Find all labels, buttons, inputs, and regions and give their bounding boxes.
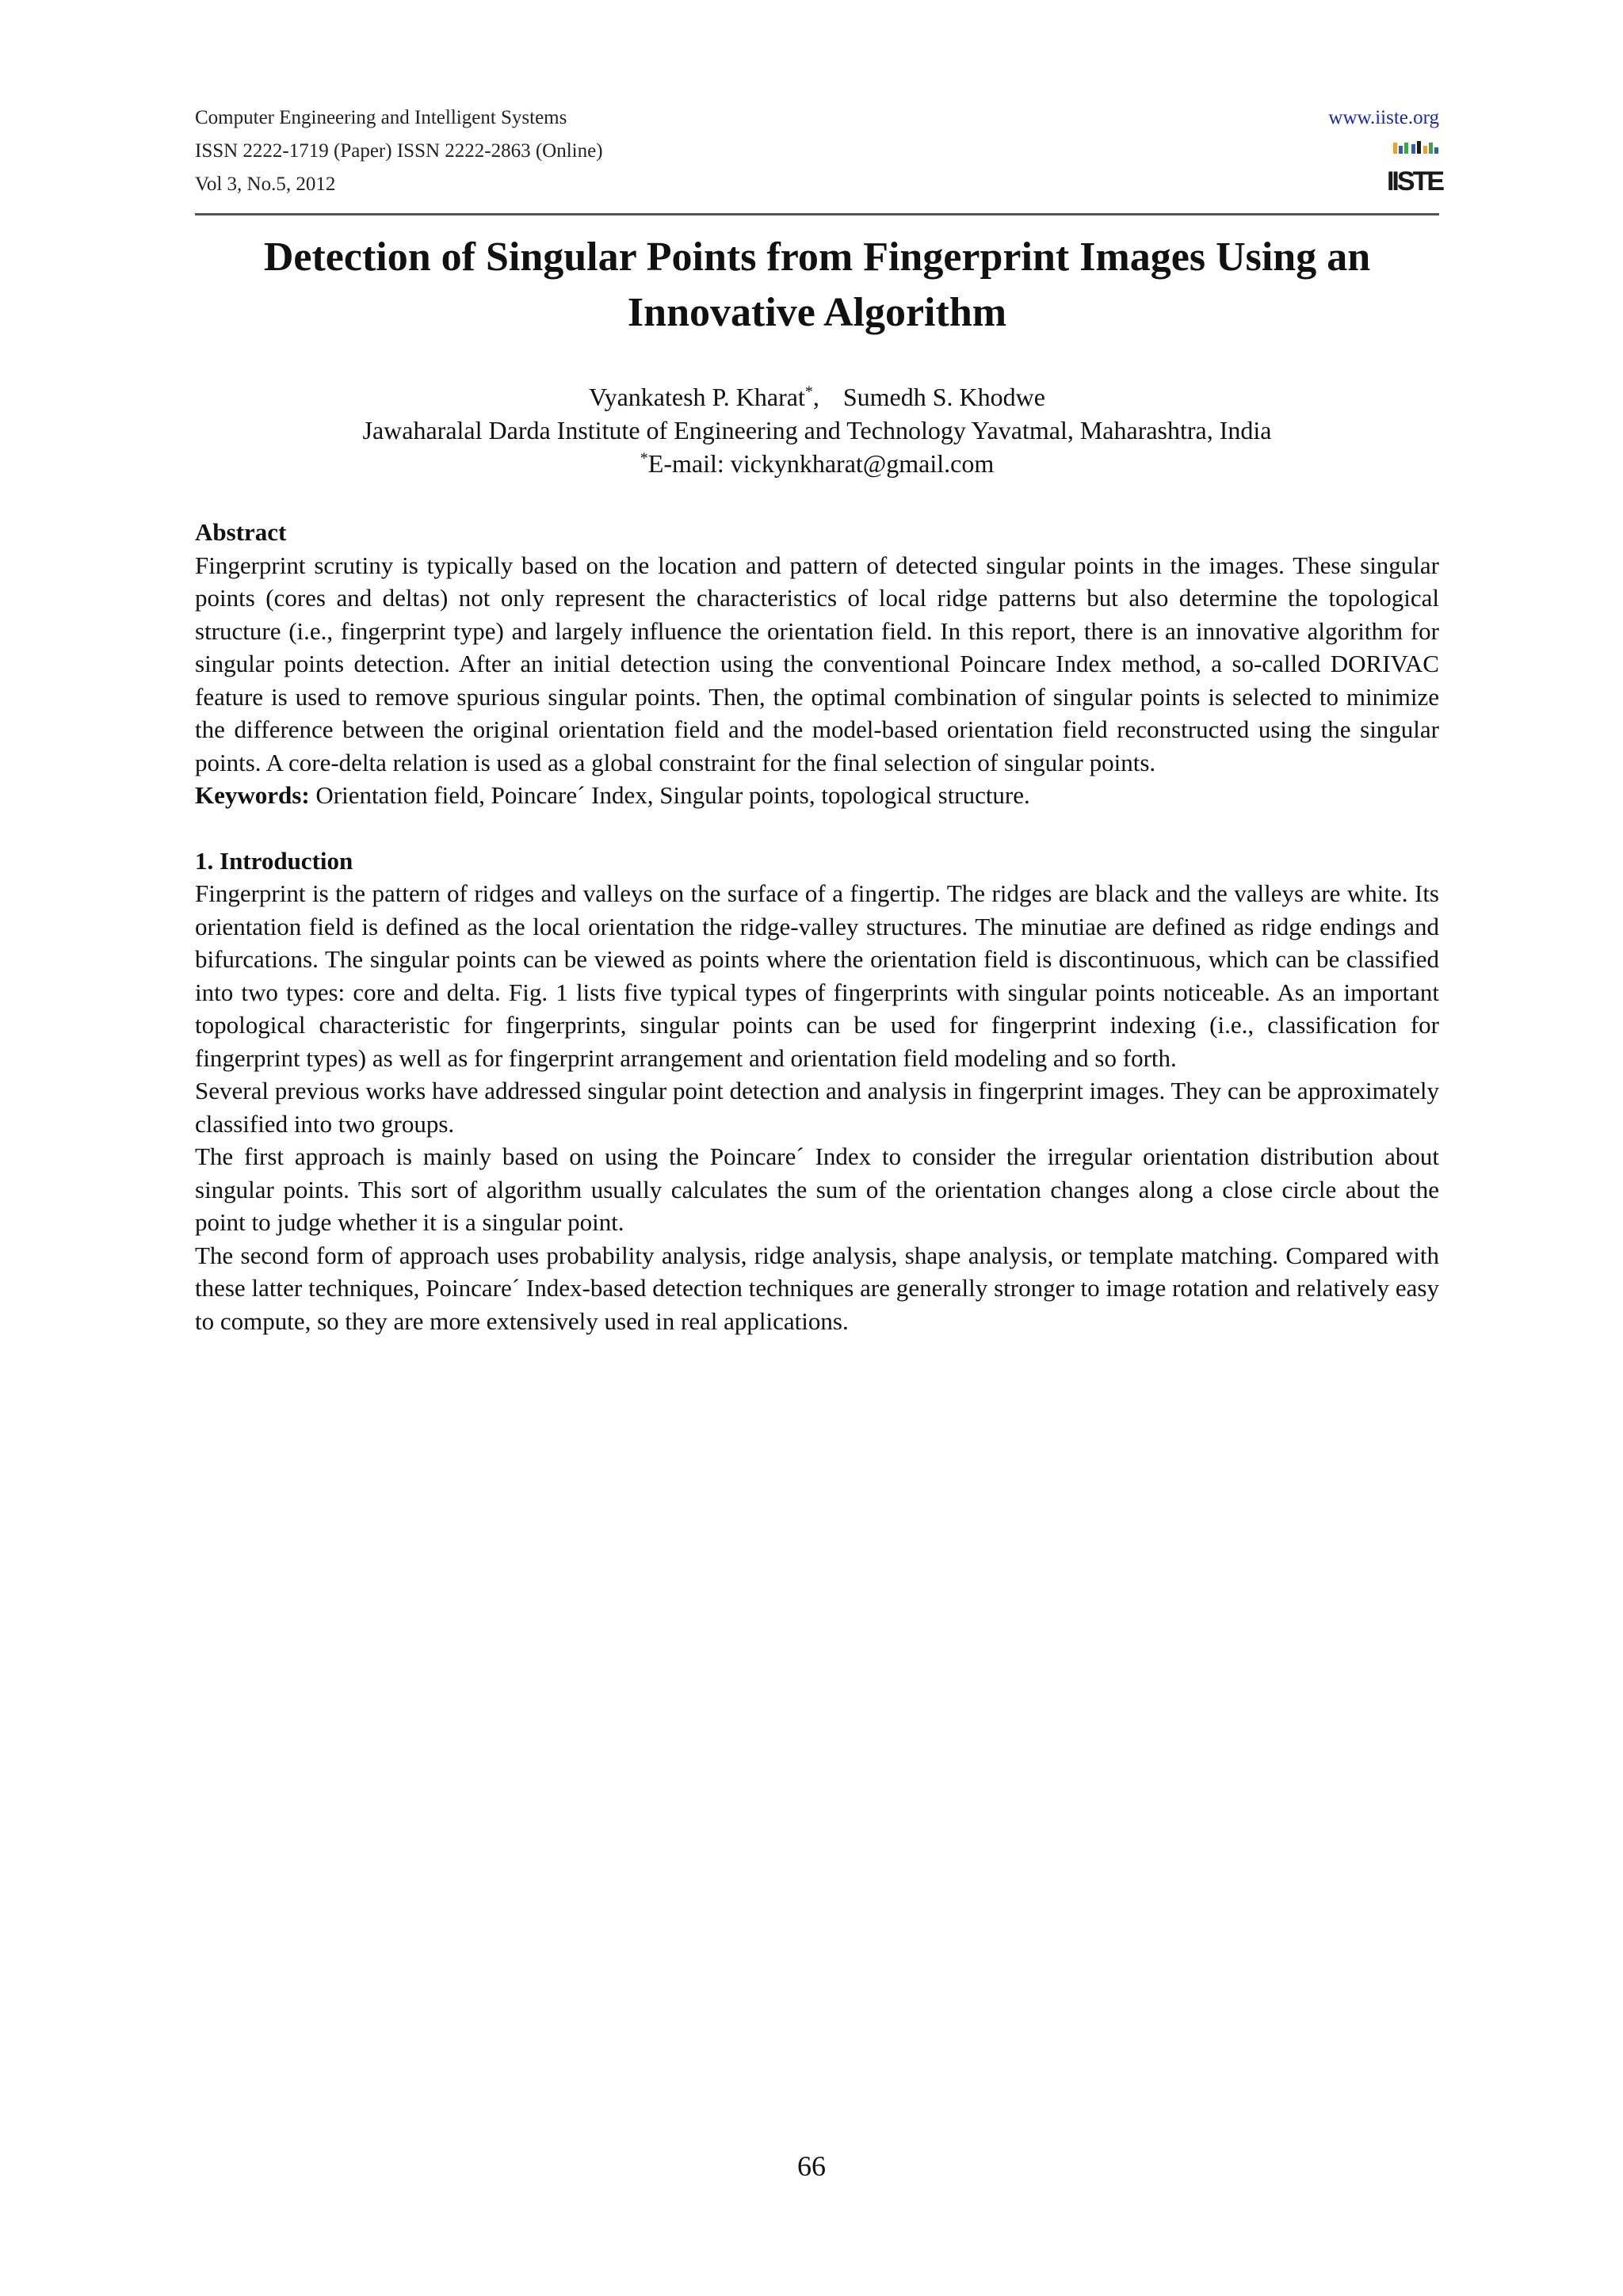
author-email: E-mail: vickynkharat@gmail.com xyxy=(647,449,995,478)
email-mark: * xyxy=(640,449,648,467)
journal-issn: ISSN 2222-1719 (Paper) ISSN 2222-2863 (Online) xyxy=(195,140,603,162)
keywords-text: Orientation field, Poincare´ Index, Singular points, topological structure. xyxy=(309,781,1030,809)
page-number: 66 xyxy=(797,2150,826,2182)
title-line-1: Detection of Singular Points from Fingerprint Images Using an xyxy=(263,235,1371,280)
journal-info xyxy=(195,101,603,201)
intro-paragraph: Several previous works have addressed singular point detection and analysis in fingerprint images. They can be approximately classified into two groups. xyxy=(195,1077,1439,1138)
journal-header xyxy=(195,101,1443,204)
keywords-line xyxy=(195,779,1439,812)
intro-paragraph: Fingerprint is the pattern of ridges and valleys on the surface of a fingertip. The ridges are black and the valleys are white. Its orientation field is defined as the local orientation the ridge-valley structures. The minutiae are defined as ridge endings and bifurcations. The singular points can be viewed as points where the orientation field is discontinuous, which can be classified into two types: core and delta. Fig. 1 lists five typical types of fingerprints with singular points noticeable. As an important topological characteristic for fingerprints, singular points can be used for fingerprint indexing (i.e., classification for fingerprint types) as well as for fingerprint arrangement and orientation field modeling and so forth. xyxy=(195,879,1439,1072)
journal-name: Computer Engineering and Intelligent Systems xyxy=(195,107,567,128)
intro-paragraph: The first approach is mainly based on using the Poincare´ Index to consider the irregular orientation distribution about singular points. This sort of algorithm usually calculates the sum of the orientation changes along a close circle about the point to judge whether it is a singular point. xyxy=(195,1142,1439,1236)
author-line xyxy=(195,380,1439,414)
iiste-logo-icon xyxy=(1386,141,1443,196)
email-line xyxy=(195,447,1439,480)
title-line-2: Innovative Algorithm xyxy=(627,290,1007,335)
author-1-mark: * xyxy=(804,383,813,401)
introduction-heading: 1. Introduction xyxy=(195,846,353,875)
journal-url-link[interactable]: www.iiste.org xyxy=(1328,107,1439,128)
intro-paragraph: The second form of approach uses probability analysis, ridge analysis, shape analysis, or template matching. Compared with these latter techniques, Poincare´ Index-based detection techniques are generally stronger to image rotation and relatively easy to compute, so they are more extensively used in real applications. xyxy=(195,1241,1439,1335)
affiliation: Jawaharalal Darda Institute of Engineering and Technology Yavatmal, Maharashtra, India xyxy=(362,416,1272,444)
header-divider xyxy=(195,213,1439,215)
author-block xyxy=(195,380,1439,480)
keywords-label: Keywords: xyxy=(195,781,310,809)
author-2: Sumedh S. Khodwe xyxy=(842,383,1045,411)
author-separator: , xyxy=(812,383,819,411)
paper-body xyxy=(195,516,1439,1337)
paper-title xyxy=(195,230,1439,341)
svg-text:IISTE: IISTE xyxy=(1386,166,1443,196)
abstract-text: Fingerprint scrutiny is typically based on the location and pattern of detected singular points in the images. These singular points (cores and deltas) not only represent the characteristics of local ridge patterns but also determine the topological structure (i.e., fingerprint type) and largely influence the orientation field. In this report, there is an innovative algorithm for singular points detection. After an initial detection using the conventional Poincare Index method, a so-called DORIVAC feature is used to remove spurious singular points. Then, the optimal combination of singular points is selected to minimize the difference between the original orientation field and the model-based orientation field reconstructed using the singular points. A core-delta relation is used as a global constraint for the final selection of singular points. xyxy=(195,551,1439,776)
abstract-heading: Abstract xyxy=(195,518,287,546)
author-1: Vyankatesh P. Kharat xyxy=(589,383,805,411)
journal-volume: Vol 3, No.5, 2012 xyxy=(195,174,336,195)
